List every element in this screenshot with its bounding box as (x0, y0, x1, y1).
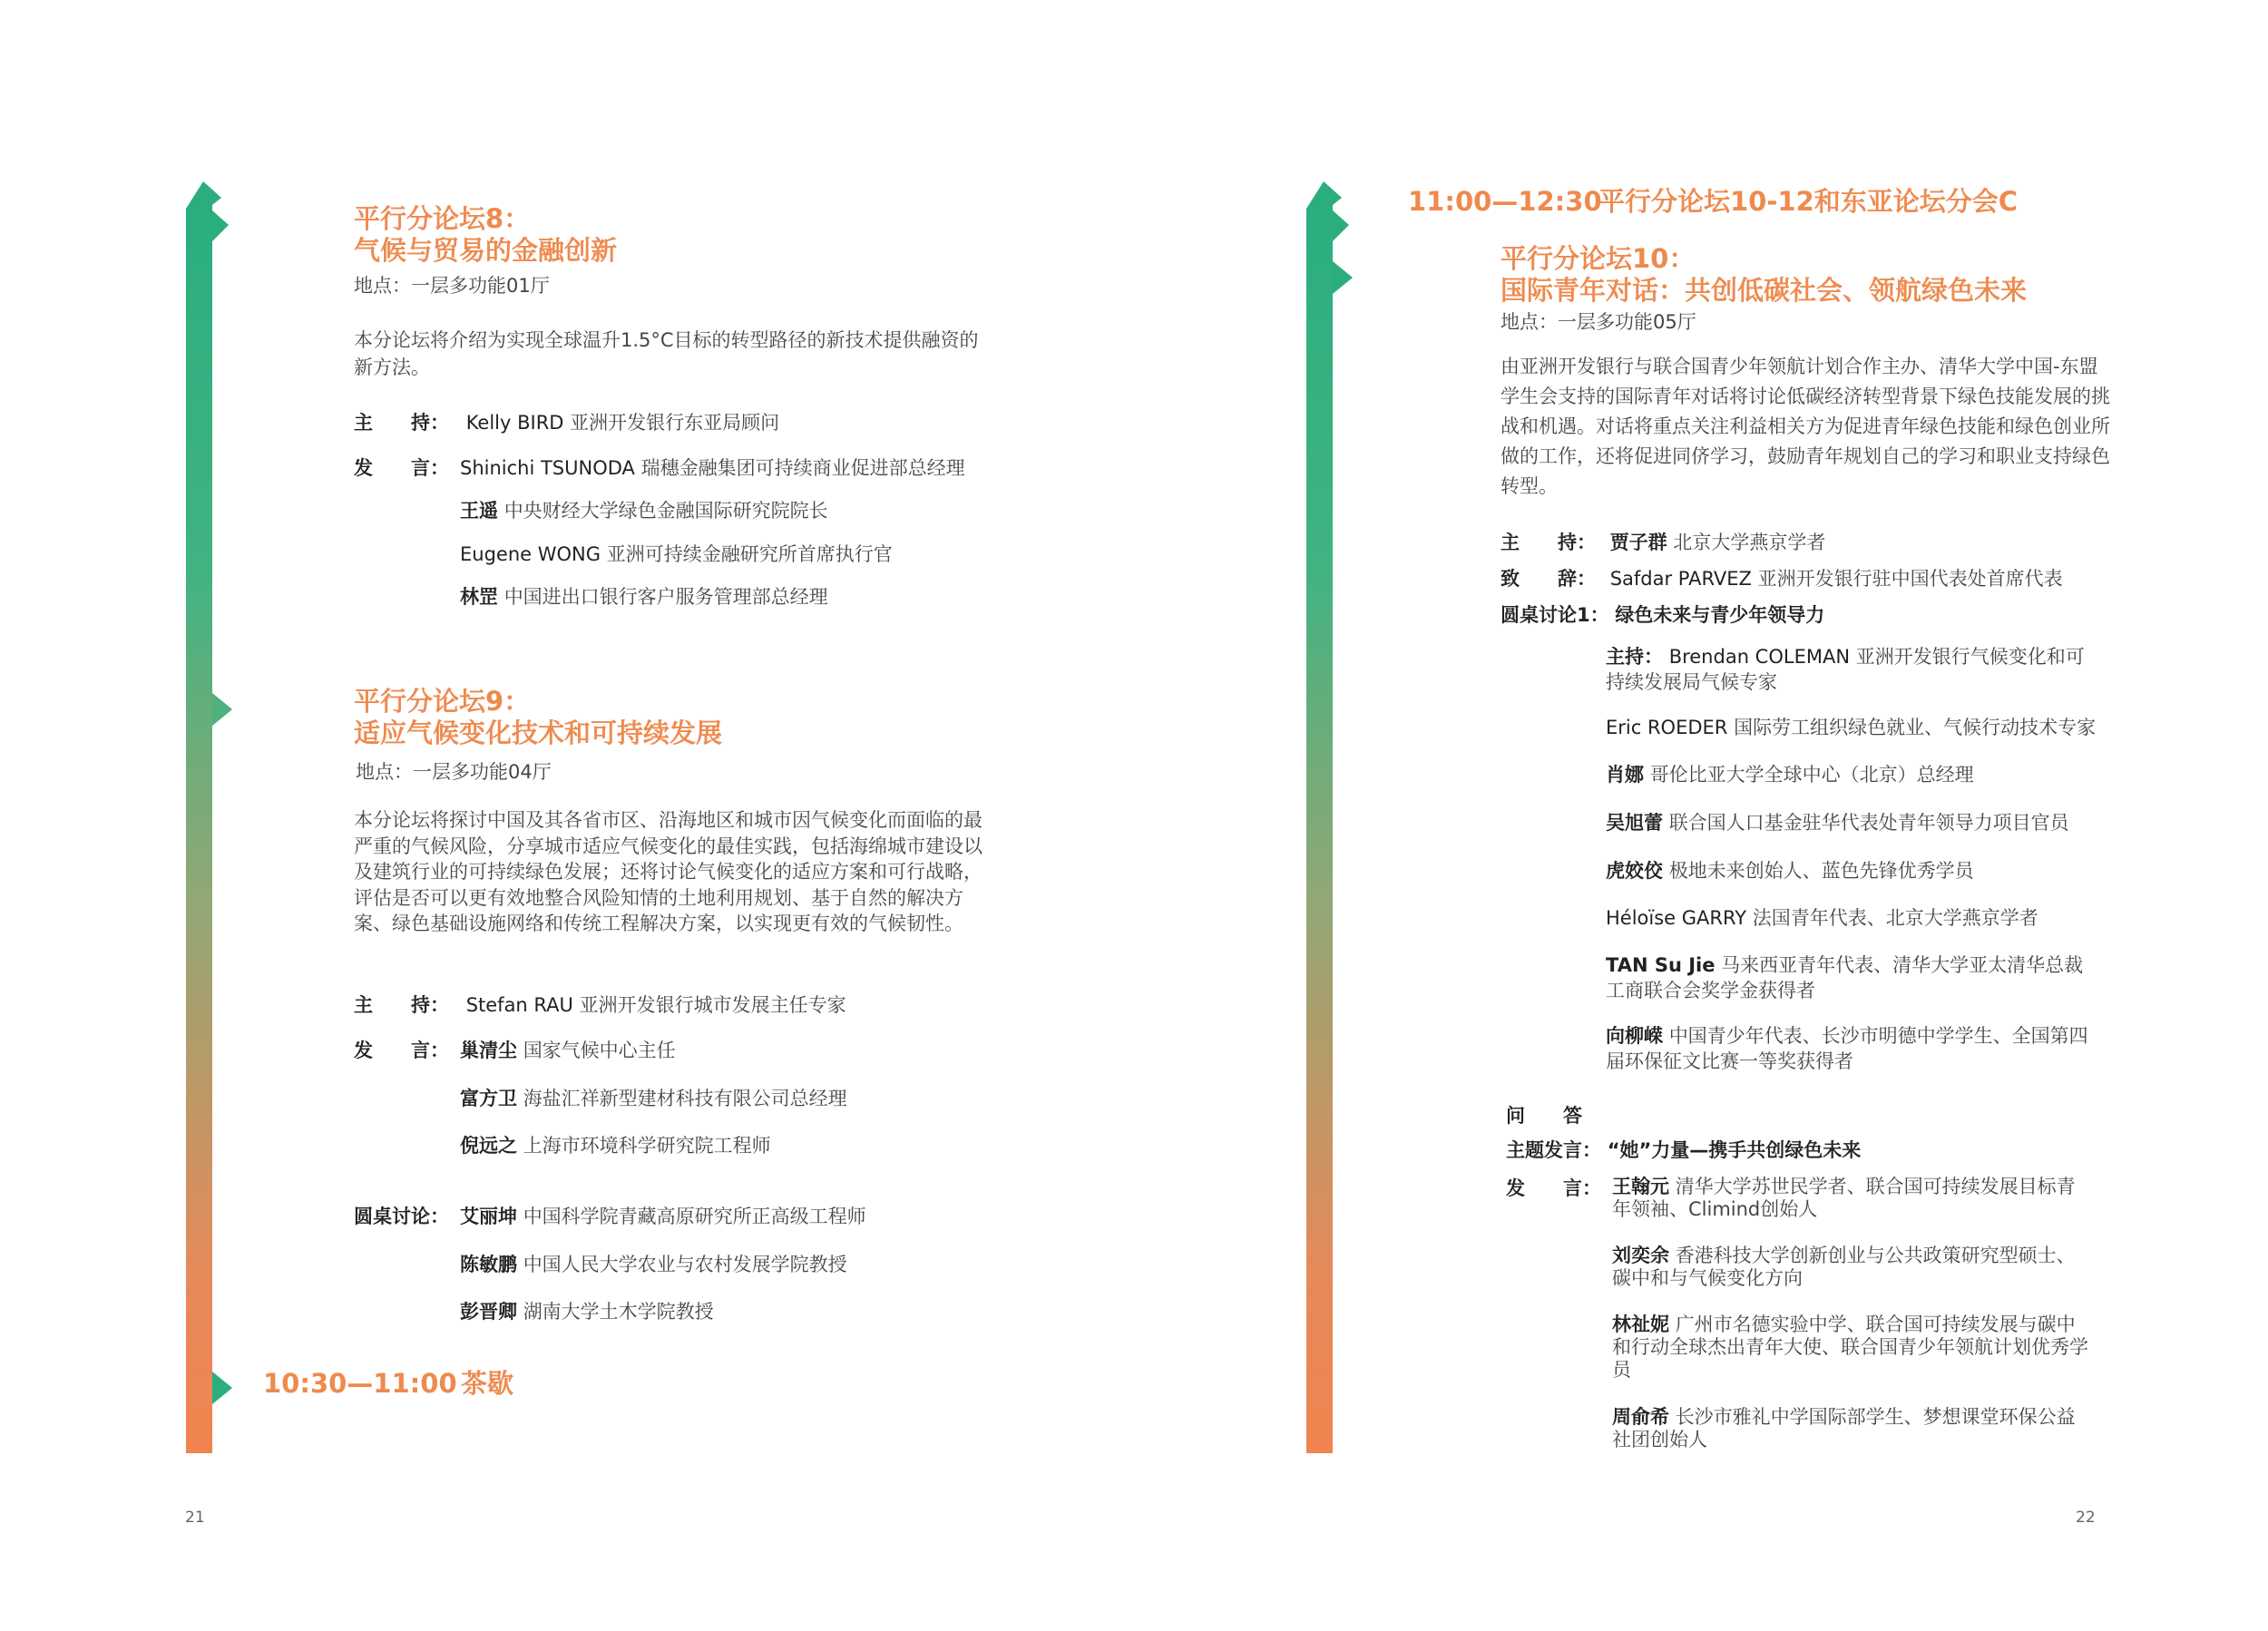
speaker-title: 亚洲可持续金融研究所首席执行官 (606, 543, 893, 565)
panelist-name: 彭晋卿 (460, 1301, 517, 1323)
panelist-name: 虎姣佼 (1606, 860, 1663, 882)
host-title: 亚洲开发银行东亚局顾问 (570, 412, 780, 434)
session-time: 11:00—12:30 (1408, 186, 1602, 217)
panelist-title: 中国青少年代表、长沙市明德中学学生、全国第四届环保征文比赛一等奖获得者 (1606, 1025, 2088, 1072)
panelist-title: 哥伦比亚大学全球中心（北京）总经理 (1649, 764, 1974, 786)
timeline-top-arrow (1289, 178, 1362, 259)
keynote-title: “她”力量—携手共创绿色未来 (1607, 1139, 1862, 1161)
speaker-name: 富方卫 (460, 1088, 517, 1109)
speaker-name: 林罡 (460, 586, 498, 608)
forum9-description: 本分论坛将探讨中国及其各省市区、沿海地区和城市因气候变化而面临的最严重的气候风险，分享城市适应气候变化的最佳实践，包括海绵城市建设以及建筑行业的可持续绿色发展；还将讨论气候变化的适应方案和可行战略，评估是否可以更有效地整合风险知情的土地利用规划、基于自然的解决方案、绿色基础设施网络和传统工程解决方案，以实现更有效的气候韧性。 (354, 809, 982, 935)
speaker-name: 巢清尘 (460, 1040, 517, 1061)
panelist-name: 吴旭蕾 (1606, 812, 1663, 834)
speaker-name: 倪远之 (460, 1135, 517, 1157)
forum9-place: 地点：一层多功能04厅 (356, 761, 552, 783)
speaker-row (1612, 1176, 2093, 1221)
panelist-row (460, 1204, 866, 1229)
panelist-row (1606, 952, 2096, 1003)
speaker-row (460, 1086, 847, 1111)
roundtable-label: 圆桌讨论： (354, 1206, 449, 1227)
speaker-title: 中央财经大学绿色金融国际研究院院长 (503, 500, 828, 522)
panelist-title: 法国青年代表、北京大学燕京学者 (1752, 907, 2038, 929)
forum8-title-line1: 平行分论坛8： (354, 203, 531, 234)
forum10-speech-label (1506, 1176, 1601, 1201)
keynote-row (1506, 1138, 1861, 1163)
speaker-row (460, 584, 828, 610)
forum9-roundtable-label (354, 1204, 449, 1229)
speaker-name: Eugene WONG (460, 543, 601, 565)
speaker-name: 林祉妮 (1612, 1314, 1669, 1335)
speaker-name: 王翰元 (1612, 1176, 1669, 1197)
panelist-title: 国际劳工组织绿色就业、气候行动技术专家 (1734, 717, 2097, 738)
speaker-name: 王遥 (460, 500, 498, 522)
keynote-label: 主题发言： (1506, 1139, 1601, 1161)
speaker-row (1612, 1406, 2093, 1451)
panelist-row (1606, 762, 2100, 787)
timeline-bar (1306, 209, 1333, 1453)
host-label: 主 持： (354, 994, 449, 1016)
address-label: 致 辞： (1501, 568, 1596, 590)
speaker-title: 上海市环境科学研究院工程师 (523, 1135, 771, 1157)
speech-label: 发 言： (354, 1040, 449, 1061)
timeline-marker (212, 1368, 240, 1408)
panelist-title: 极地未来创始人、蓝色先锋优秀学员 (1668, 860, 1974, 882)
speaker-row (1612, 1314, 2093, 1382)
panelist-row (460, 1299, 714, 1324)
page-number: 22 (2076, 1509, 2096, 1527)
panelist-name: Héloïse GARRY (1606, 907, 1747, 929)
host-name: Stefan RAU (465, 994, 573, 1016)
speech-label: 发 言： (354, 457, 449, 479)
panelist-title: 联合国人口基金驻华代表处青年领导力项目官员 (1668, 812, 2069, 834)
panelist-name: Eric ROEDER (1606, 717, 1728, 738)
speaker-name: 周俞希 (1612, 1406, 1669, 1428)
speaker-title: 国家气候中心主任 (523, 1040, 676, 1061)
moderator-label: 主持： (1606, 646, 1663, 668)
speaker-row (460, 542, 893, 567)
timeline-marker (212, 689, 240, 729)
panelist-row (1606, 810, 2100, 835)
panelist-name: 艾丽坤 (460, 1206, 517, 1227)
panelist-title: 湖南大学土木学院教授 (523, 1301, 714, 1323)
moderator-title: 亚洲开发银行气候变化和可持续发展局气候专家 (1606, 646, 2085, 693)
break-label: 茶歇 (461, 1368, 514, 1399)
speaker-title: 广州市名德实验中学、联合国可持续发展与碳中和行动全球杰出青年大使、联合国青少年领航计划优秀学员 (1612, 1314, 2088, 1381)
host-title: 北京大学燕京学者 (1673, 532, 1826, 553)
speaker-title: 海盐汇祥新型建材科技有限公司总经理 (523, 1088, 847, 1109)
qa-label: 问 答 (1506, 1105, 1582, 1127)
panelist-title: 马来西亚青年代表、清华大学亚太清华总裁工商联合会奖学金获得者 (1606, 954, 2084, 1001)
forum8-host-row (354, 410, 779, 435)
forum8-speech-label (354, 455, 449, 481)
timeline-bar (186, 209, 212, 1453)
host-label: 主 持： (1501, 532, 1596, 553)
session-label: 平行分论坛10-12和东亚论坛分会C (1598, 186, 2019, 217)
speaker-row (460, 498, 828, 523)
panelist-name: TAN Su Jie (1606, 954, 1716, 976)
speaker-name: Shinichi TSUNODA (460, 457, 635, 479)
forum10-title (1501, 243, 2027, 307)
panelist-title: 中国人民大学农业与农村发展学院教授 (523, 1254, 847, 1275)
forum10-description: 由亚洲开发银行与联合国青少年领航计划合作主办、清华大学中国-东盟学生会支持的国际青年对话将讨论低碳经济转型背景下绿色技能发展的挑战和机遇。对话将重点关注利益相关方为促进青年绿色技能和绿色创业所做的工作，还将促进同侪学习，鼓励青年规划自己的学习和职业支持绿色转型。 (1501, 356, 2110, 497)
moderator-name: Brendan COLEMAN (1668, 646, 1851, 668)
speech-label: 发 言： (1506, 1177, 1601, 1199)
forum8-title-line2: 气候与贸易的金融创新 (354, 235, 618, 266)
host-name: 贾子群 (1609, 532, 1667, 553)
speaker-title: 长沙市雅礼中学国际部学生、梦想课堂环保公益社团创始人 (1612, 1406, 2076, 1450)
forum9-title-line1: 平行分论坛9： (354, 686, 531, 717)
forum9-host-row (354, 992, 846, 1018)
timeline-marker (1333, 258, 1360, 298)
page-number: 21 (185, 1509, 205, 1527)
forum10-place: 地点：一层多功能05厅 (1501, 311, 1696, 333)
host-label: 主 持： (354, 412, 449, 434)
speaker-title: 清华大学苏世民学者、联合国可持续发展目标青年领袖、Climind创始人 (1612, 1176, 2076, 1220)
panelist-name: 向柳嵘 (1606, 1025, 1663, 1047)
roundtable-title: 绿色未来与青少年领导力 (1615, 604, 1825, 626)
forum10-host-row (1501, 530, 1825, 555)
break-time: 10:30—11:00 (263, 1368, 457, 1399)
panelist-row (1606, 905, 2100, 931)
forum10-roundtable-row (1501, 602, 1824, 628)
host-name: Kelly BIRD (465, 412, 564, 434)
forum8-description: 本分论坛将介绍为实现全球温升1.5°C目标的转型路径的新技术提供融资的新方法。 (354, 329, 979, 378)
panelist-row (1606, 858, 2100, 884)
forum10-title-line2: 国际青年对话：共创低碳社会、领航绿色未来 (1501, 275, 2028, 306)
speaker-name: 刘奕余 (1612, 1245, 1669, 1266)
forum8-place: 地点：一层多功能01厅 (354, 275, 550, 297)
speaker-row (1612, 1245, 2093, 1290)
forum9-title (354, 686, 722, 749)
speaker-title: 中国进出口银行客户服务管理部总经理 (503, 586, 828, 608)
speaker-row (460, 455, 965, 481)
speaker-title: 瑞穗金融集团可持续商业促进部总经理 (640, 457, 965, 479)
forum10-address-row (1501, 566, 2063, 591)
panelist-name: 陈敏鹏 (460, 1254, 517, 1275)
forum9-speech-label (354, 1038, 449, 1063)
address-name: Safdar PARVEZ (1609, 568, 1752, 590)
speaker-row (460, 1038, 676, 1063)
panelist-title: 中国科学院青藏高原研究所正高级工程师 (523, 1206, 866, 1227)
panelist-row (460, 1252, 847, 1277)
speaker-title: 香港科技大学创新创业与公共政策研究型硕士、碳中和与气候变化方向 (1612, 1245, 2076, 1289)
forum10-title-line1: 平行分论坛10： (1501, 243, 1696, 274)
roundtable-label: 圆桌讨论1： (1501, 604, 1609, 626)
timeline-top-arrow (169, 178, 241, 259)
forum9-title-line2: 适应气候变化技术和可持续发展 (354, 718, 723, 748)
address-title: 亚洲开发银行驻中国代表处首席代表 (1757, 568, 2063, 590)
right-page (1134, 0, 2268, 1631)
panelist-row (1606, 1023, 2100, 1074)
host-title: 亚洲开发银行城市发展主任专家 (579, 994, 846, 1016)
panelist-name: 肖娜 (1606, 764, 1644, 786)
speaker-row (460, 1133, 771, 1158)
moderator-row (1606, 644, 2096, 695)
qa-row (1506, 1103, 1582, 1128)
panelist-row (1606, 715, 2100, 740)
forum8-title (354, 203, 617, 267)
